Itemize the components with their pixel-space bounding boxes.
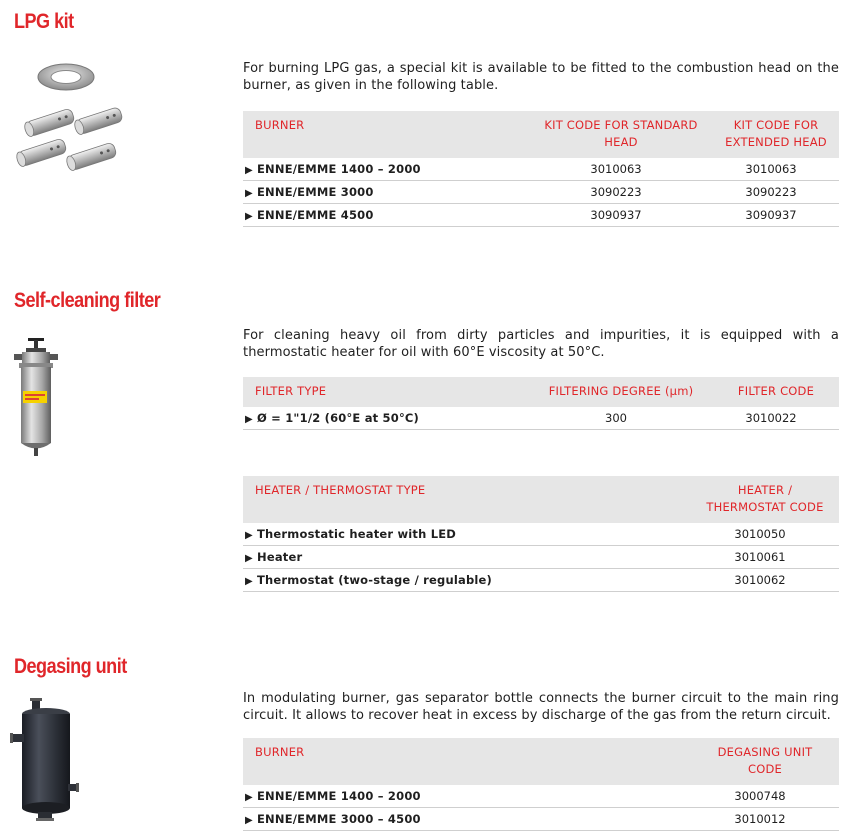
- filter-intro: For cleaning heavy oil from dirty particles and impurities, it is equipped with a thermostatic heater for oil with 60°E viscosity at 50°C.: [243, 328, 839, 360]
- heater-code: 3010050: [689, 523, 839, 546]
- bullet-arrow-icon: ▶: [245, 815, 253, 826]
- col-header-filter-code: FILTER CODE: [711, 377, 839, 407]
- bullet-arrow-icon: ▶: [245, 576, 253, 587]
- heater-code: 3010061: [689, 546, 839, 569]
- table-row: [243, 569, 839, 592]
- degasing-table: [243, 738, 839, 831]
- col-header-burner: BURNER: [243, 111, 529, 158]
- table-row: [243, 407, 839, 430]
- degasing-unit-image: [8, 698, 80, 822]
- burner-name: ENNE/EMME 3000 – 4500: [257, 812, 421, 826]
- heater-type-name: Heater: [257, 550, 303, 564]
- table-row: [243, 158, 839, 181]
- lpg-kit-image: [12, 60, 124, 184]
- bullet-arrow-icon: ▶: [245, 792, 253, 803]
- bullet-arrow-icon: ▶: [245, 530, 253, 541]
- filtering-degree: 300: [529, 407, 711, 430]
- col-header-filtering-degree: FILTERING DEGREE (μm): [529, 377, 711, 407]
- col-header-heater-code: HEATER / THERMOSTAT CODE: [689, 476, 839, 523]
- heater-type-name: Thermostatic heater with LED: [257, 527, 457, 541]
- filter-table: [243, 377, 839, 430]
- self-cleaning-filter-image: [10, 336, 60, 460]
- bullet-arrow-icon: ▶: [245, 165, 253, 176]
- burner-name: ENNE/EMME 1400 – 2000: [257, 162, 421, 176]
- col-header-standard-head: KIT CODE FOR STANDARD HEAD: [529, 111, 711, 158]
- bullet-arrow-icon: ▶: [245, 553, 253, 564]
- standard-head-code: 3090223: [529, 181, 711, 204]
- burner-name: ENNE/EMME 1400 – 2000: [257, 789, 421, 803]
- heater-type-name: Thermostat (two-stage / regulable): [257, 573, 493, 587]
- heater-code: 3010062: [689, 569, 839, 592]
- col-header-burner: BURNER: [243, 738, 689, 785]
- table-row: [243, 785, 839, 808]
- lpg-kit-intro: For burning LPG gas, a special kit is available to be fitted to the combustion head on the burner, as given in the following table.: [243, 61, 839, 93]
- table-row: [243, 204, 839, 227]
- bullet-arrow-icon: ▶: [245, 414, 253, 425]
- table-row: [243, 546, 839, 569]
- extended-head-code: 3010063: [711, 158, 839, 181]
- filter-type-name: Ø = 1"1/2 (60°E at 50°C): [257, 411, 419, 425]
- bullet-arrow-icon: ▶: [245, 211, 253, 222]
- extended-head-code: 3090223: [711, 181, 839, 204]
- standard-head-code: 3010063: [529, 158, 711, 181]
- bullet-arrow-icon: ▶: [245, 188, 253, 199]
- degasing-intro: In modulating burner, gas separator bottle connects the burner circuit to the main ring circuit. It allows to recover heat in excess by discharge of the gas from the return circuit.: [243, 691, 839, 723]
- section-title-self-cleaning-filter: Self-cleaning filter: [14, 289, 161, 312]
- table-row: [243, 523, 839, 546]
- col-header-degasing-code: DEGASING UNIT CODE: [689, 738, 839, 785]
- col-header-heater-type: HEATER / THERMOSTAT TYPE: [243, 476, 689, 523]
- filter-code: 3010022: [711, 407, 839, 430]
- section-title-degasing-unit: Degasing unit: [14, 655, 127, 678]
- section-title-lpg-kit: LPG kit: [14, 10, 74, 33]
- standard-head-code: 3090937: [529, 204, 711, 227]
- table-header-row: [243, 377, 839, 407]
- table-header-row: [243, 476, 839, 523]
- lpg-kit-table: [243, 111, 839, 227]
- degasing-unit-code: 3010012: [689, 808, 839, 831]
- extended-head-code: 3090937: [711, 204, 839, 227]
- col-header-filter-type: FILTER TYPE: [243, 377, 529, 407]
- table-row: [243, 181, 839, 204]
- burner-name: ENNE/EMME 4500: [257, 208, 374, 222]
- heater-thermostat-table: [243, 476, 839, 592]
- col-header-extended-head: KIT CODE FOR EXTENDED HEAD: [711, 111, 839, 158]
- burner-name: ENNE/EMME 3000: [257, 185, 374, 199]
- table-header-row: [243, 738, 839, 785]
- table-header-row: [243, 111, 839, 158]
- degasing-unit-code: 3000748: [689, 785, 839, 808]
- table-row: [243, 808, 839, 831]
